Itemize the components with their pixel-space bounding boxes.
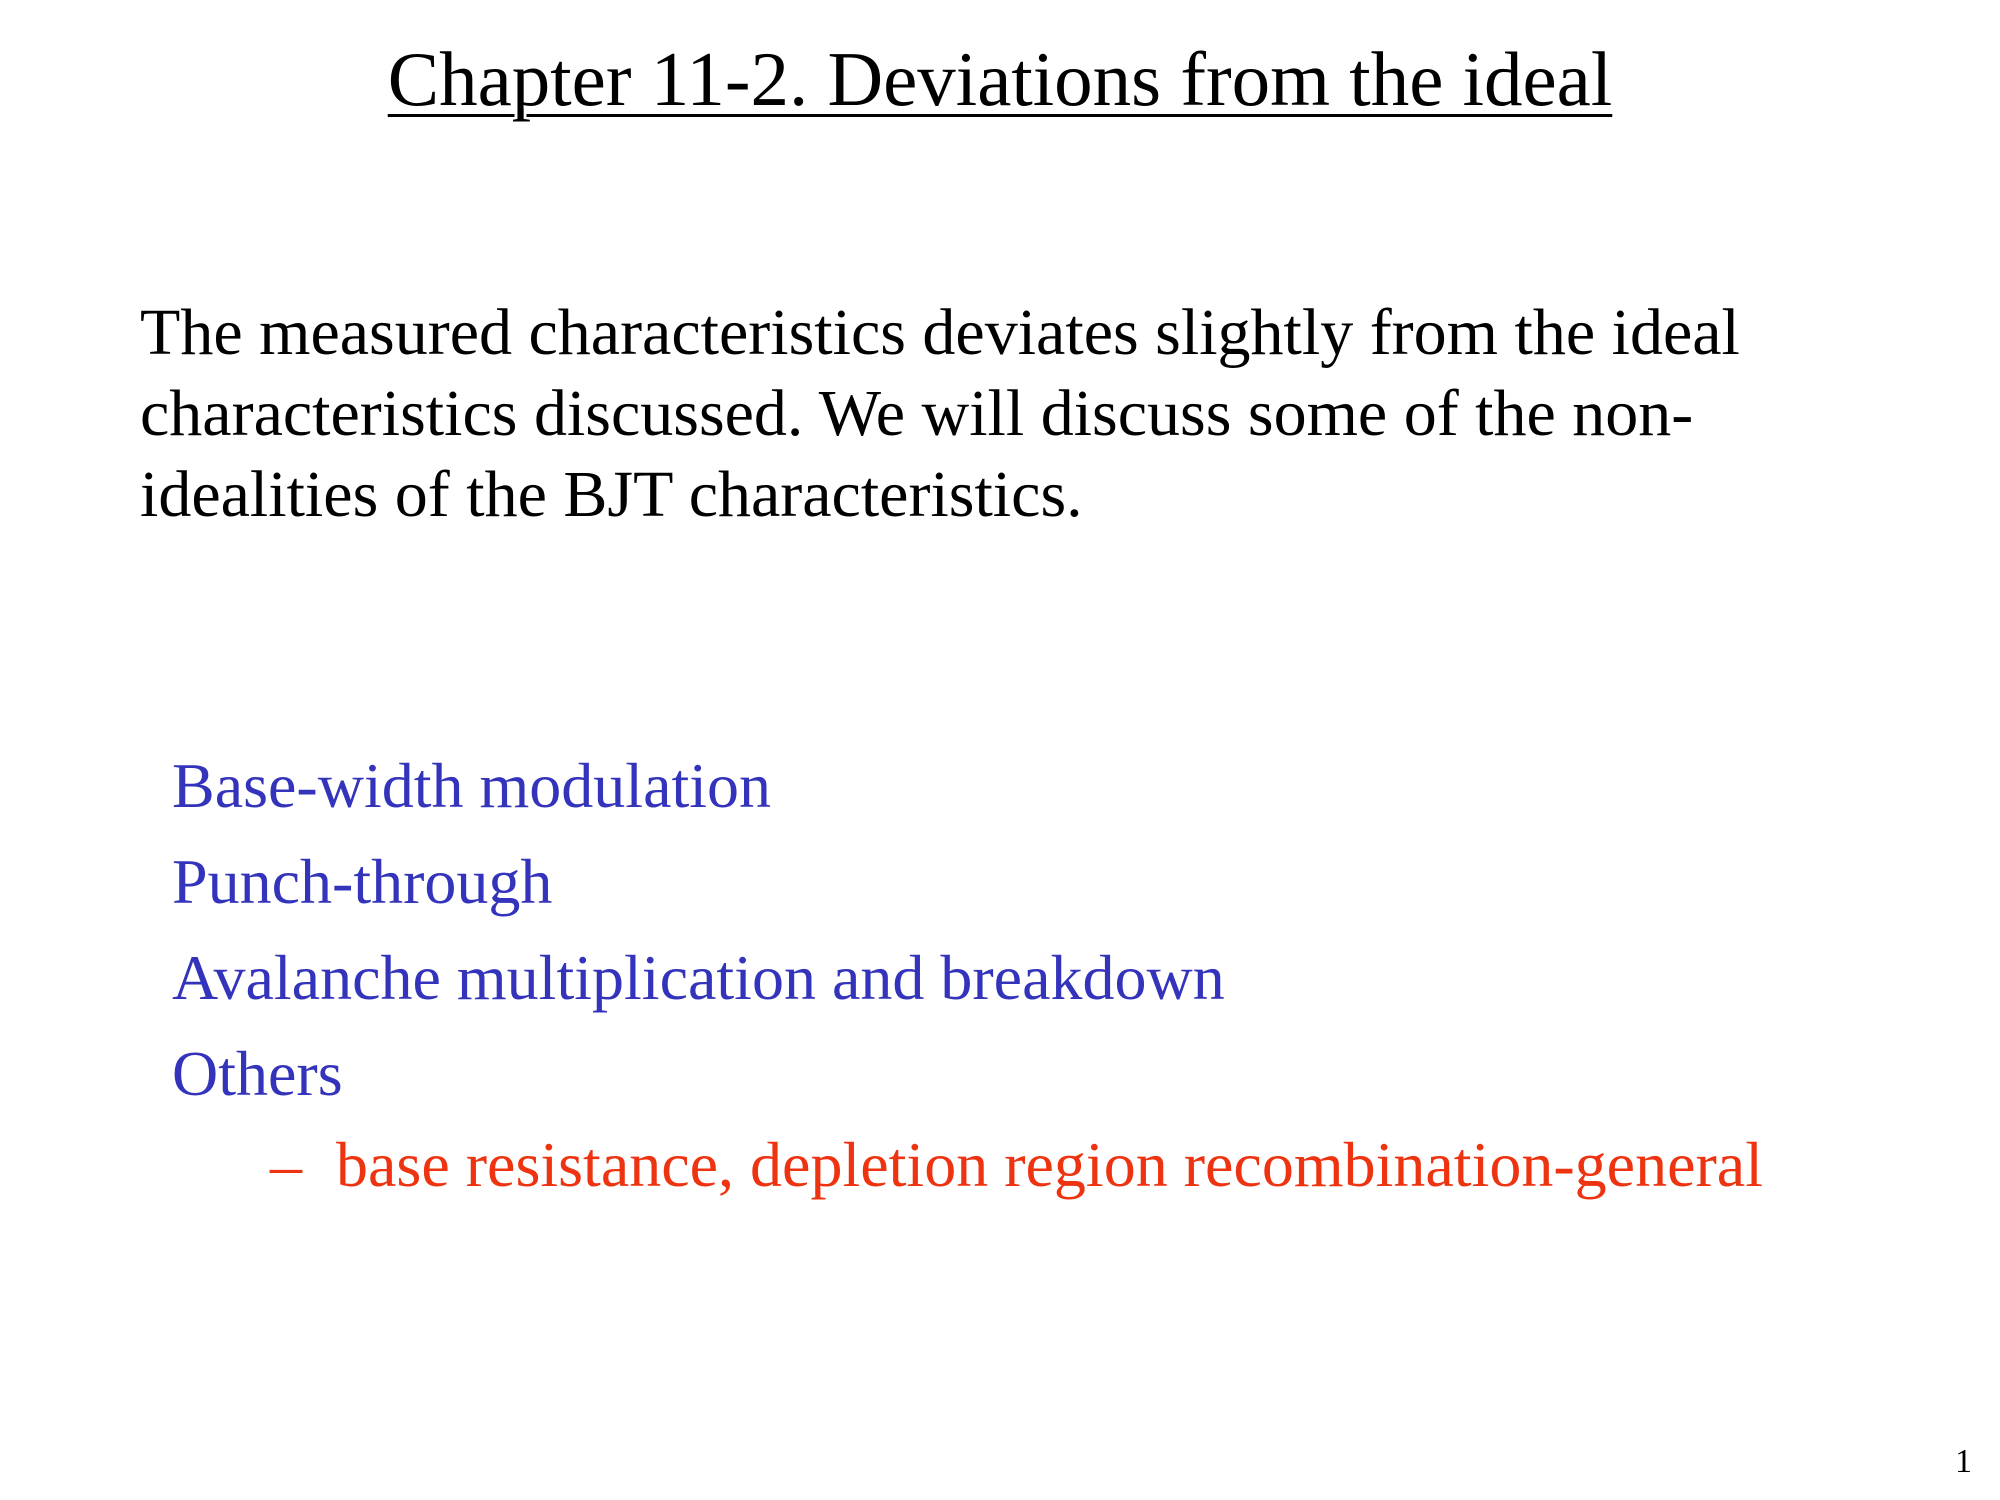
intro-line: idealities of the BJT characteristics.	[140, 458, 1083, 531]
page-number: 1	[1955, 1443, 1972, 1480]
slide-title-text: Chapter 11-2. Deviations from the ideal	[387, 36, 1613, 122]
topic-base-width-modulation: Base-width modulation	[172, 750, 772, 821]
topic-avalanche-breakdown: Avalanche multiplication and breakdown	[172, 942, 1225, 1013]
subtopic-dash: –	[270, 1129, 302, 1200]
intro-line: The measured characteristics deviates slightly from the ideal	[140, 296, 1740, 369]
slide-title	[0, 34, 2000, 124]
intro-line: characteristics discussed. We will discuss some of the non-	[140, 377, 1694, 450]
topic-punch-through: Punch-through	[172, 846, 553, 917]
intro-paragraph	[140, 292, 1900, 535]
topic-list	[172, 738, 1225, 1122]
subtopic-text: base resistance, depletion region recombination-general	[336, 1129, 1763, 1200]
topic-others: Others	[172, 1038, 343, 1109]
subtopic-item	[270, 1125, 1763, 1205]
